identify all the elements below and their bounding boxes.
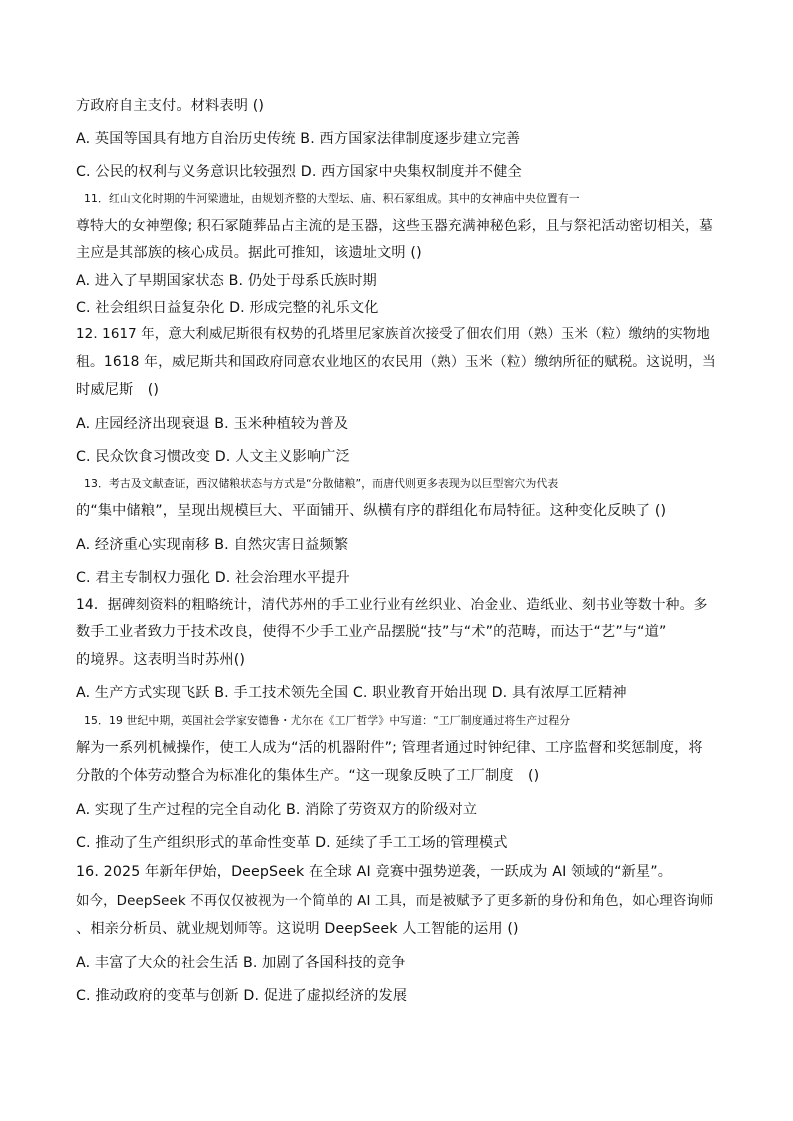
question-13-line: 13．考古及文献查证，西汉储粮状态与方式是“分散储粮”，而唐代则更多表现为以巨型窖穴为代表 xyxy=(84,477,559,490)
option-line: A. 经济重心实现南移 B. 自然灾害日益频繁 xyxy=(76,537,349,553)
option-line: A. 生产方式实现飞跃 B. 手工技术领先全国 C. 职业教育开始出现 D. 具有浓厚工匠精神 xyxy=(76,685,627,701)
question-15-line: 15．19 世纪中期，英国社会学家安德鲁・尤尔在《工厂哲学》中写道：“工厂制度通过将生产过程分 xyxy=(84,714,571,727)
question-12-line: 时威尼斯 () xyxy=(76,382,160,398)
option-line: A. 丰富了大众的社会生活 B. 加剧了各国科技的竞争 xyxy=(76,955,406,971)
text-line: 方政府自主支付。材料表明 () xyxy=(76,98,265,114)
option-line: C. 社会组织日益复杂化 D. 形成完整的礼乐文化 xyxy=(76,300,379,316)
question-16-line: 、相亲分析员、就业规划师等。这说明 DeepSeek 人工智能的运用 () xyxy=(76,921,519,937)
question-16-line: 16. 2025 年新年伊始，DeepSeek 在全球 AI 竞赛中强势逆袭，一跃成为 AI 领域的“新星”。 xyxy=(76,864,673,880)
question-12-line: 12. 1617 年，意大利威尼斯很有权势的孔塔里尼家族首次接受了佃农们用（熟）玉米（粒）缴纳的实物地 xyxy=(76,327,710,342)
option-line: A. 庄园经济出现衰退 B. 玉米种植较为普及 xyxy=(76,416,349,432)
option-line: C. 推动政府的变革与创新 D. 促进了虚拟经济的发展 xyxy=(76,988,408,1004)
question-15-line: 分散的个体劳动整合为标准化的集体生产。“这一现象反映了工厂制度 () xyxy=(76,768,540,784)
option-line: A. 进入了早期国家状态 B. 仍处于母系氏族时期 xyxy=(76,273,377,289)
question-11-line: 尊特大的女神塑像; 积石冢随葬品占主流的是玉器，这些玉器充满神秘色彩，且与祭祀活动密切相关，墓 xyxy=(76,218,713,234)
option-line: A. 实现了生产过程的完全自动化 B. 消除了劳资双方的阶级对立 xyxy=(76,802,478,818)
option-line: C. 公民的权利与义务意识比较强烈 D. 西方国家中央集权制度并不健全 xyxy=(76,164,522,180)
question-11-line: 11．红山文化时期的牛河梁遗址，由规划齐整的大型坛、庙、积石冢组成。其中的女神庙中央位置有一 xyxy=(84,192,580,205)
option-line: C. 君主专制权力强化 D. 社会治理水平提升 xyxy=(76,570,350,586)
question-13-line: 的“集中储粮”，呈现出规模巨大、平面铺开、纵横有序的群组化布局特征。这种变化反映了 () xyxy=(76,503,667,519)
question-14-line: 数手工业者致力于技术改良，使得不少手工业产品摆脱“技”与“术”的范畴，而达于“艺”与“道” xyxy=(76,624,667,640)
question-11-line: 主应是其部族的核心成员。据此可推知，该遗址文明 () xyxy=(76,245,422,261)
question-14-line: 14．据碑刻资料的粗略统计，清代苏州的手工业行业有丝织业、冶金业、造纸业、刻书业等数十种。多 xyxy=(76,597,708,613)
question-14-line: 的境界。这表明当时苏州() xyxy=(76,652,246,668)
question-16-line: 如今，DeepSeek 不再仅仅被视为一个简单的 AI 工具，而是被赋予了更多新的身份和角色，如心理咨询师 xyxy=(76,894,714,909)
option-line: A. 英国等国具有地方自治历史传统 B. 西方国家法律制度逐步建立完善 xyxy=(76,131,521,147)
option-line: C. 民众饮食习惯改变 D. 人文主义影响广泛 xyxy=(76,449,350,465)
question-15-line: 解为一系列机械操作，使工人成为“活的机器附件”; 管理者通过时钟纪律、工序监督和奖惩制度，将 xyxy=(76,740,703,756)
question-12-line: 租。1618 年，威尼斯共和国政府同意农业地区的农民用（熟）玉米（粒）缴纳所征的赋税。这说明，当 xyxy=(76,354,716,370)
option-line: C. 推动了生产组织形式的革命性变革 D. 延续了手工工场的管理模式 xyxy=(76,835,508,851)
